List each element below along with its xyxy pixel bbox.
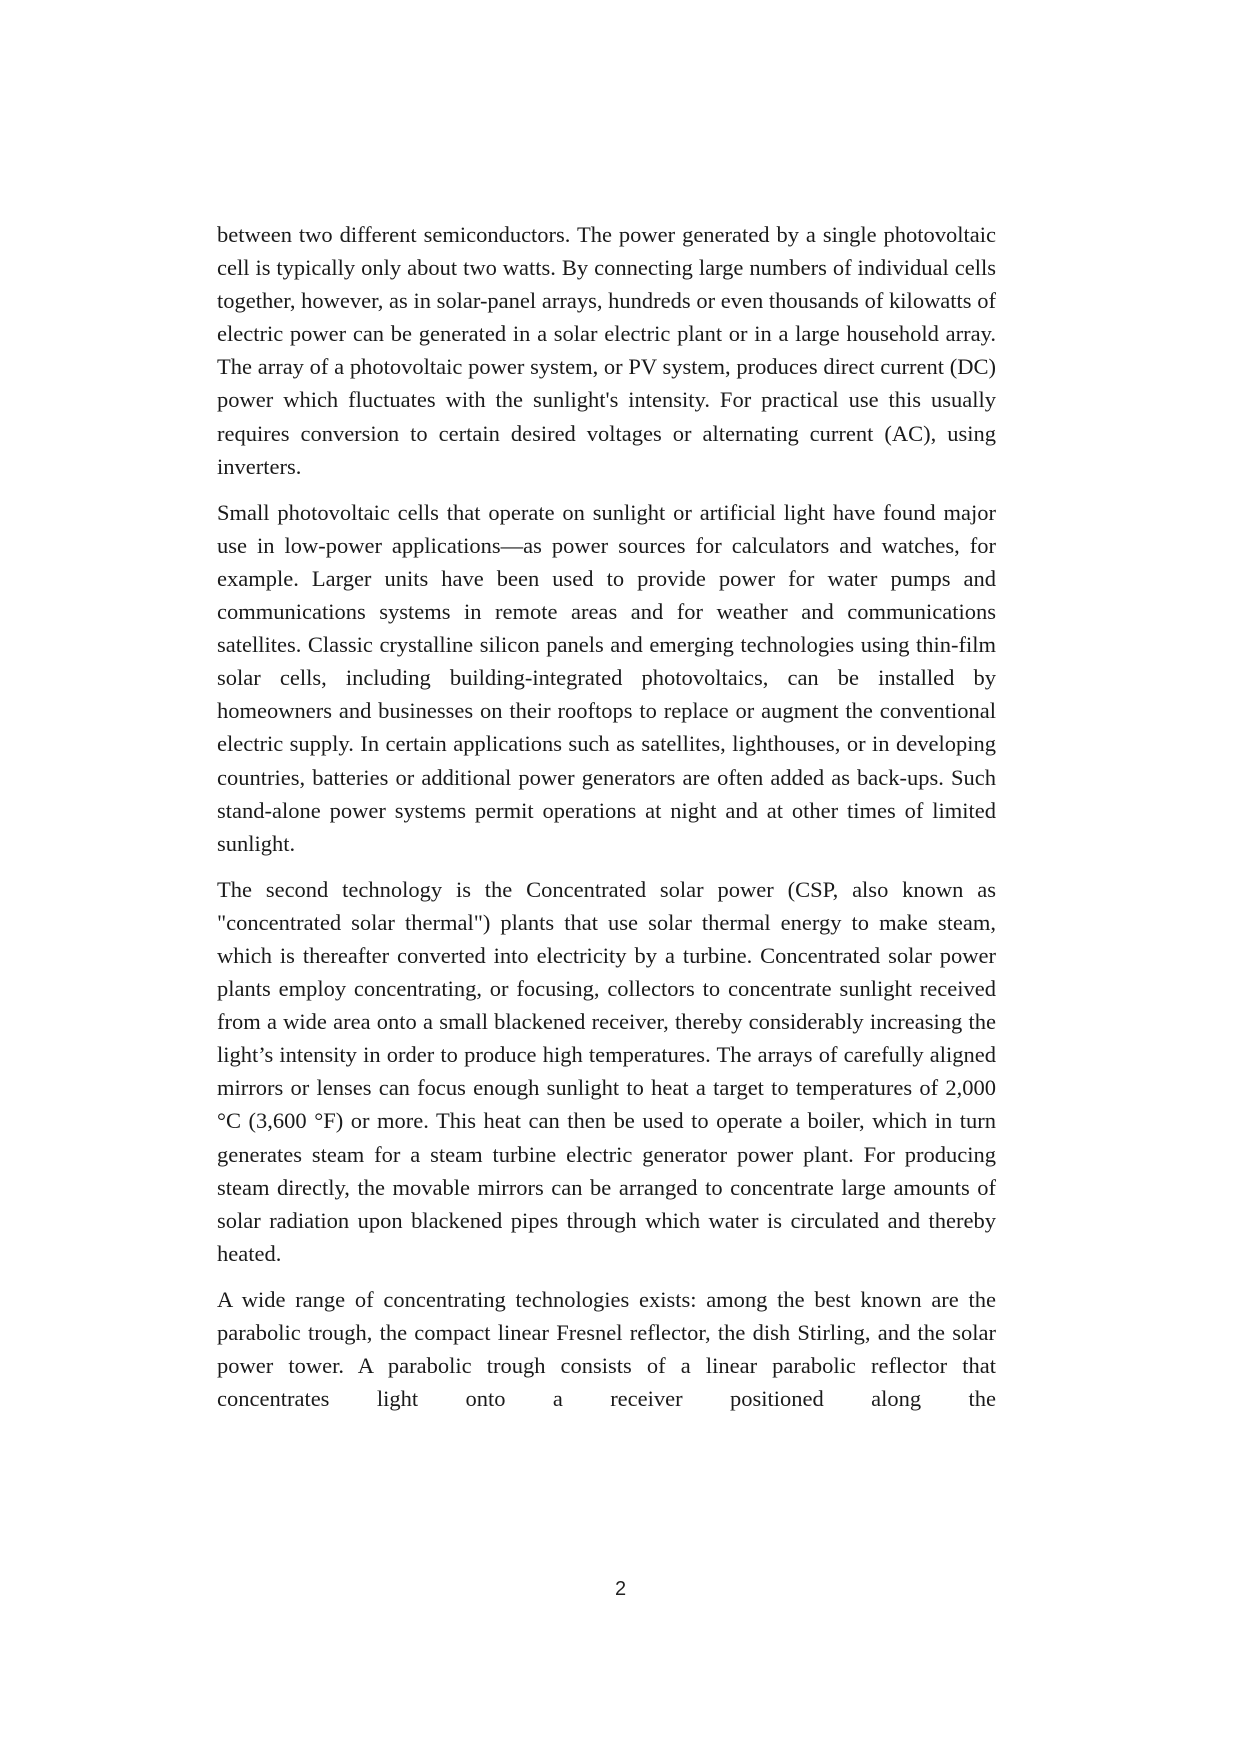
paragraph-concentrated-solar-power: The second technology is the Concentrated solar power (CSP, also known as "concentrated solar thermal") plants that use solar thermal energy to make steam, which is thereafter converted into electricity by a turbine. Concentrated solar power plants employ concentrating, or focusing, collectors to concentrate sunlight received from a wide area onto a small blackened receiver, thereby considerably increasing the light’s intensity in order to produce high temperatures. The arrays of carefully aligned mirrors or lenses can focus enough sunlight to heat a target to temperatures of 2,000 °C (3,600 °F) or more. This heat can then be used to operate a boiler, which in turn generates steam for a steam turbine electric generator power plant. For producing steam directly, the movable mirrors can be arranged to concentrate large amounts of solar radiation upon blackened pipes through which water is circulated and thereby heated. [217, 876, 996, 1266]
paragraph-concentrating-technologies: A wide range of concentrating technologies exists: among the best known are the parabolic trough, the compact linear Fresnel reflector, the dish Stirling, and the solar power tower. A parabolic trough consists of a linear parabolic reflector that concentrates light onto a receiver positioned along the [217, 1286, 996, 1412]
body-text [217, 218, 996, 1428]
paragraph-pv-power: between two different semiconductors. The power generated by a single photovoltaic cell is typically only about two watts. By connecting large numbers of individual cells together, however, as in solar-panel arrays, hundreds or even thousands of kilowatts of electric power can be generated in a solar electric plant or in a large household array. The array of a photovoltaic power system, or PV system, produces direct current (DC) power which fluctuates with the sunlight's intensity. For practical use this usually requires conversion to certain desired voltages or alternating current (AC), using inverters. [217, 222, 996, 479]
paragraph-small-pv-applications: Small photovoltaic cells that operate on sunlight or artificial light have found major use in low-power applications—as power sources for calculators and watches, for example. Larger units have been used to provide power for water pumps and communications systems in remote areas and for weather and communications satellites. Classic crystalline silicon panels and emerging technologies using thin-film solar cells, including building-integrated photovoltaics, can be installed by homeowners and businesses on their rooftops to replace or augment the conventional electric supply. In certain applications such as satellites, lighthouses, or in developing countries, batteries or additional power generators are often added as back-ups. Such stand-alone power systems permit operations at night and at other times of limited sunlight. [217, 499, 996, 856]
page-number: 2 [614, 1578, 627, 1600]
